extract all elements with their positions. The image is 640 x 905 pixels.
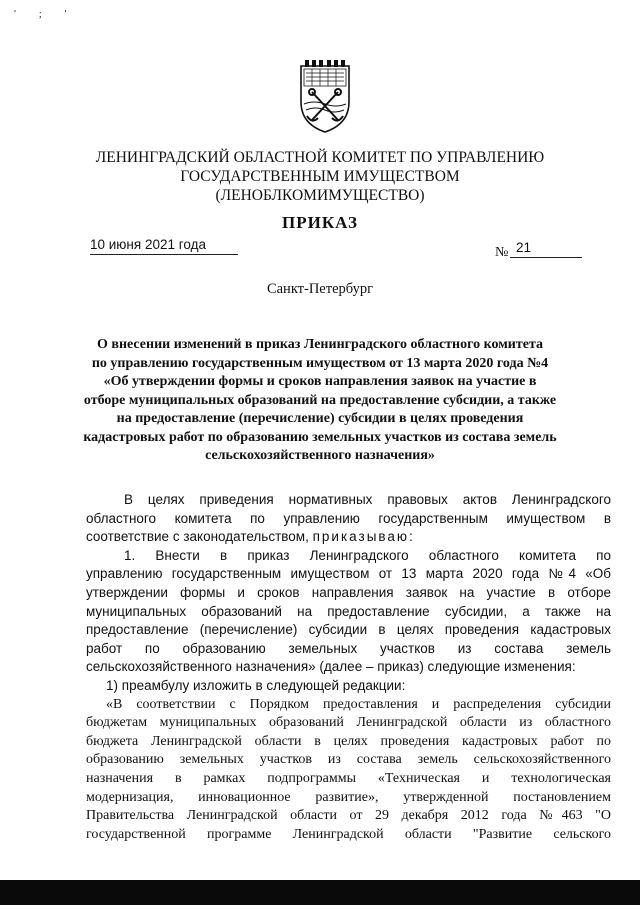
scan-bottom-edge bbox=[0, 880, 640, 905]
body-line: работ по образованию земельных участков из состава земель bbox=[86, 640, 611, 656]
body-line: В целях приведения нормативных правовых актов Ленинградского bbox=[124, 492, 611, 507]
order-body bbox=[86, 491, 611, 844]
subject-line: отборе муниципальных образований на предоставление субсидии, а также bbox=[83, 392, 557, 408]
body-line: государственной программе Ленинградской области "Развитие сельского bbox=[86, 826, 611, 842]
scan-marks: ' ; ' bbox=[14, 8, 77, 20]
body-line: управлению государственным имуществом от 13 марта 2020 года №4 «Об bbox=[86, 566, 611, 582]
city: Санкт-Петербург bbox=[266, 281, 374, 297]
body-line: 1. Внести в приказ Ленинградского областного комитета по bbox=[124, 547, 611, 563]
organization-line-2: ГОСУДАРСТВЕННЫМ ИМУЩЕСТВОМ bbox=[180, 168, 460, 185]
body-line: бюджетам муниципальных образований Ленинградской области из областного bbox=[86, 715, 611, 731]
body-line: модернизация, инновационное развитие», утвержденной постановлением bbox=[86, 789, 611, 805]
order-number: 21 bbox=[510, 240, 582, 258]
subject-line: О внесении изменений в приказ Ленинградского областного комитета bbox=[97, 337, 543, 352]
order-subject bbox=[80, 336, 560, 466]
body-line: 1) преамбулу изложить в следующей редакции: bbox=[106, 677, 406, 693]
body-line: утверждении формы и сроков направления заявок на участие в отборе bbox=[86, 584, 611, 600]
organization-line-1: ЛЕНИНГРАДСКИЙ ОБЛАСТНОЙ КОМИТЕТ ПО УПРАВЛЕНИЮ bbox=[95, 149, 545, 166]
order-number-label: № bbox=[495, 245, 509, 260]
body-line: назначения в рамках подпрограммы «Техническая и технологическая bbox=[86, 770, 611, 786]
subject-line: по управлению государственным имуществом от 13 марта 2020 года №4 bbox=[91, 355, 549, 371]
subject-line: сельскохозяйственного назначения» bbox=[205, 448, 435, 463]
body-text: соответствие с законодательством, bbox=[86, 529, 313, 545]
organization-line-3: (ЛЕНОБЛКОМИМУЩЕСТВО) bbox=[215, 187, 425, 204]
body-line: областного комитета по управлению государственным имуществом в bbox=[86, 510, 611, 526]
body-line: бюджета Ленинградской области в целях проведения кадастровых работ по bbox=[86, 733, 611, 749]
body-line: «В соответствии с Порядком предоставления и распределения субсидии bbox=[106, 696, 611, 712]
body-line: Правительства Ленинградской области от 29 декабря 2012 года №463 "О bbox=[86, 808, 611, 824]
order-verb: приказываю: bbox=[312, 529, 415, 545]
order-date: 10 июня 2021 года bbox=[90, 237, 238, 255]
coat-of-arms-icon bbox=[298, 56, 352, 134]
organization-name bbox=[60, 148, 580, 205]
body-line: муниципальных образований на предоставление субсидии, а также на bbox=[86, 603, 611, 619]
subject-line: на предоставление (перечисление) субсидии в целях проведения bbox=[116, 411, 524, 426]
body-line: сельскохозяйственного назначения» (далее – приказ) следующие изменения: bbox=[86, 659, 576, 675]
body-line: предоставление (перечисление) субсидии в целях проведения кадастровых bbox=[86, 622, 611, 638]
body-line: образованию земельных участков из состава земель сельскохозяйственного bbox=[86, 752, 611, 768]
body-line bbox=[86, 528, 611, 547]
document-title: ПРИКАЗ bbox=[282, 213, 358, 232]
subject-line: кадастровых работ по образованию земельных участков из состава земель bbox=[83, 429, 557, 445]
subject-line: «Об утверждении формы и сроков направления заявок на участие в bbox=[103, 374, 537, 389]
